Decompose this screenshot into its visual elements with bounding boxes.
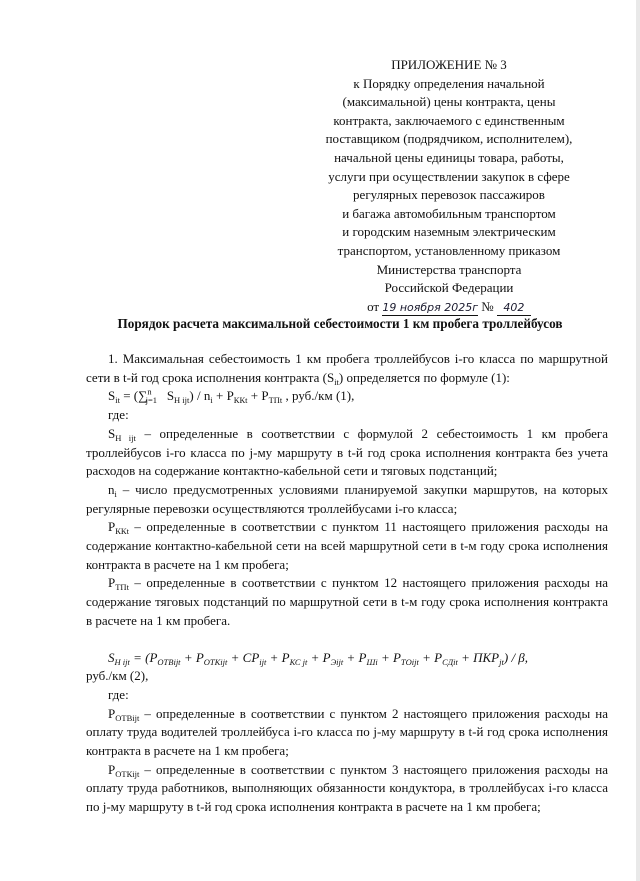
appendix-line: транспортом, установленному приказом (337, 242, 561, 258)
appendix-line: ПРИЛОЖЕНИЕ № 3 (391, 57, 507, 72)
appendix-line: услуги при осуществлении закупок в сфере (328, 168, 570, 184)
date-prefix: от (367, 298, 380, 314)
appendix-line: (максимальной) цены контракта, цены (342, 94, 556, 110)
appendix-line: Российской Федерации (384, 280, 514, 296)
definition-potk: $P_{ОТКijt}$ – определенные в соответствии с пунктом 3 настоящего приложения расходы на оплату труда работников, выполняющих обязанности кондуктора, в троллейбусах i-го класса по j-му маршруту в t-й год срока исполнения контракта в расчете на 1 км пробега; (86, 761, 608, 815)
appendix-line: и багажа автомобильным транспортом (342, 205, 556, 221)
definition-pkk: $P_{ККt}$ – определенные в соответствии с пунктом 11 настоящего приложения расходы на содержание контактно-кабельной сети на всей маршрутной сети в t-м году срока исполнения контракта в расчете на 1 км пробега; (86, 519, 608, 572)
appendix-line: регулярных перевозок пассажиров (353, 187, 545, 203)
definition-potv: $P_{ОТВijt}$ – определенные в соответствии с пунктом 2 настоящего приложения расходы на оплату труда водителей троллейбуса i-го класса по j-му маршруту в t-й год срока исполнения контракта в расчете на 1 км пробега; (86, 705, 608, 759)
document-title: Порядок расчета максимальной себестоимости 1 км пробега троллейбусов (117, 316, 563, 331)
appendix-line: начальной цены единицы товара, работы, (334, 149, 564, 165)
definition-ptp: $P_{ТПt}$ – определенные в соответствии с пунктом 12 настоящего приложения расходы на содержание тяговых подстанций по маршрутной сети в t-м году срока исполнения контракта в расчете на 1 км пробега. (86, 575, 608, 628)
appendix-line: и городским наземным электрическим (342, 224, 556, 240)
number-prefix: № (481, 298, 494, 314)
formula-2-units: руб./км (2), (86, 668, 149, 684)
formula-2: $S_{Н ijt} = (P_{ОТВijt} + P_{ОТКijt} + CP_{ijt} + P_{КС jt} + P_{Эijt} + P_{Шi} + P_{ТОijt} + P_{СДit} + ПКР_{jt}) / \beta$, (108, 649, 529, 667)
definition-n: $n_i$ – число предусмотренных условиями планируемой закупки маршрутов, на которых регулярные перевозки осуществляются троллейбусами i-го класса; (86, 481, 608, 516)
appendix-line: к Порядку определения начальной (353, 75, 545, 91)
handwritten-date: 19 ноября 2025г (382, 300, 479, 314)
appendix-line: Министерства транспорта (376, 261, 522, 277)
where-label-2: где: (108, 686, 129, 702)
where-label: где: (108, 407, 129, 423)
formula-1: $S_{it} = (\sum^n_{j=1}$ $S_{Н ijt}) / n_i + P_{ККt} + P_{ТПt}$ , руб./км (1), (108, 387, 355, 406)
appendix-header (318, 56, 580, 316)
order-date-line (318, 298, 580, 317)
handwritten-number: 402 (497, 301, 531, 316)
appendix-line: контракта, заключаемого с единственным (333, 112, 565, 128)
document-body (86, 350, 608, 817)
appendix-line: поставщиком (подрядчиком, исполнителем), (325, 131, 573, 147)
scan-edge (636, 0, 640, 881)
paragraph-1: 1. Максимальная себестоимость 1 км пробега троллейбусов i-го класса по маршрутной сети в t-й год срока исполнения контракта $(S_{it})$ определяется по формуле (1): (86, 351, 608, 387)
definition-sh: $S_{Н ijt}$ – определенные в соответствии с формулой 2 себестоимость 1 км пробега троллейбусов i-го класса по j-му маршруту в t-й год срока исполнения контракта без учета расходов на содержание контактно-кабельной сети и тяговых подстанций; (86, 425, 608, 479)
